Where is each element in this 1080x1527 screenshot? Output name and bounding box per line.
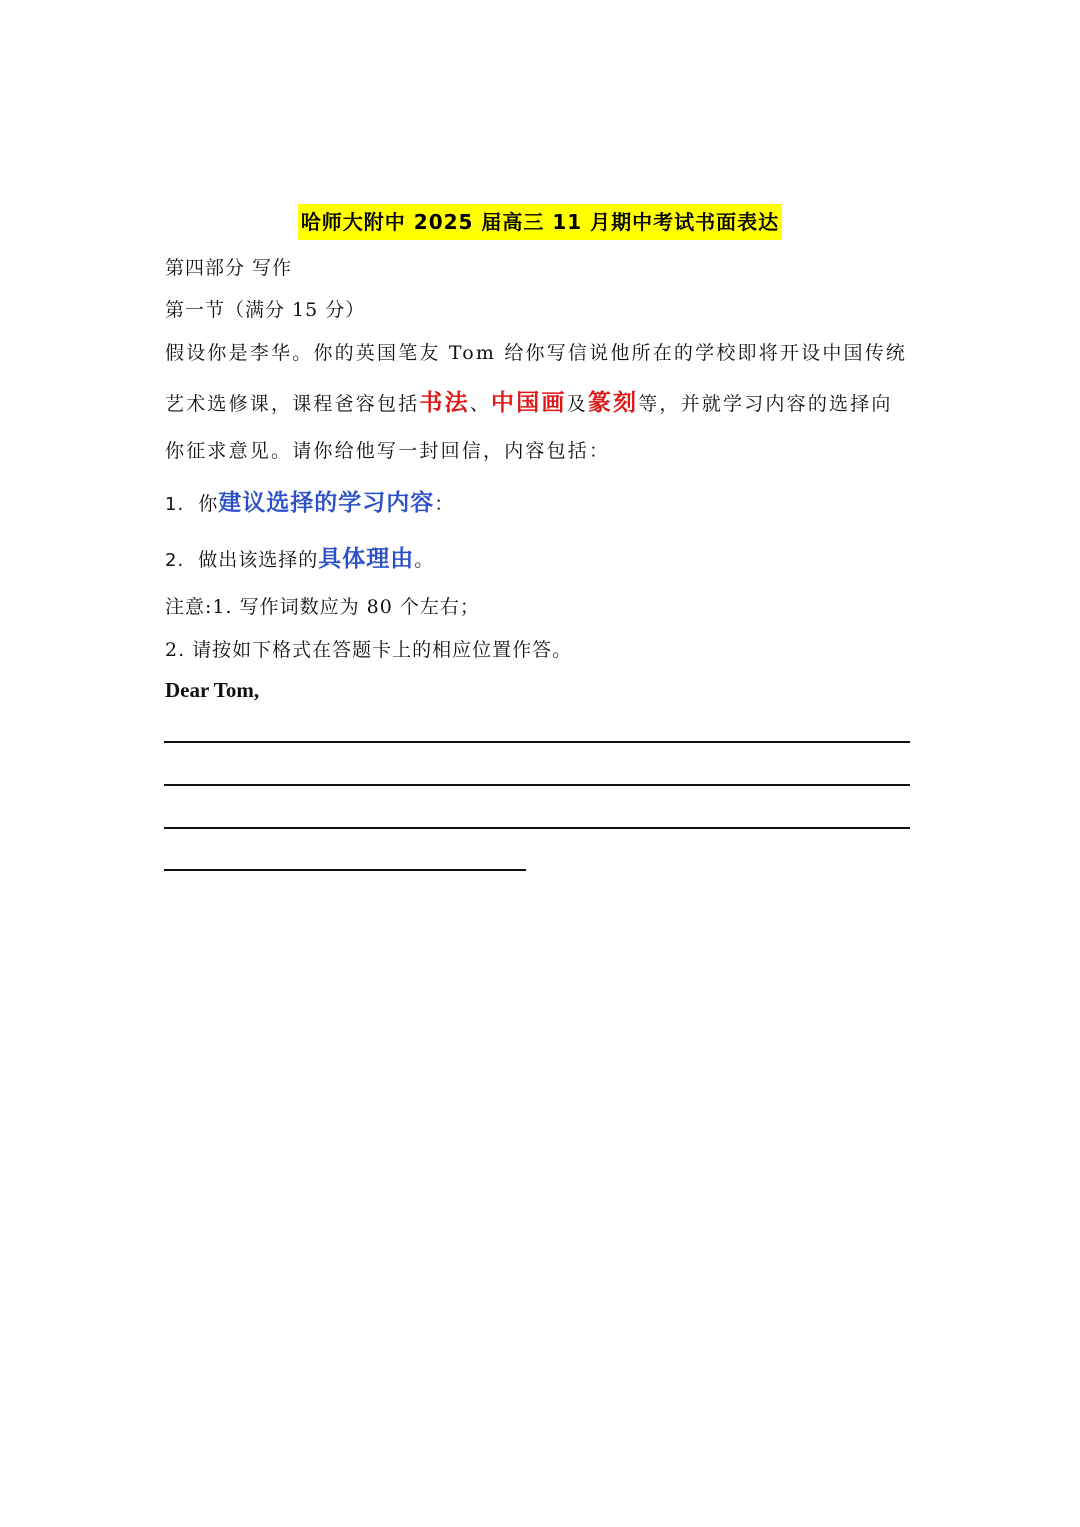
answer-line — [164, 869, 526, 871]
item-text: 你 — [198, 493, 219, 515]
prompt-line-2 — [165, 384, 893, 417]
note-line-2: 2. 请按如下格式在答题卡上的相应位置作答。 — [165, 639, 573, 661]
item-highlight: 建议选择的学习内容 — [218, 489, 435, 516]
prompt-text: 及 — [566, 393, 588, 415]
prompt-line-1: 假设你是李华。你的英国笔友 Tom 给你写信说他所在的学校即将开设中国传统 — [165, 342, 908, 364]
prompt-text: 艺术选修课，课程爸容包括 — [165, 393, 420, 415]
item-text: ： — [434, 493, 455, 515]
letter-salutation: Dear Tom, — [165, 678, 260, 702]
requirement-item — [165, 540, 434, 573]
answer-line — [164, 741, 910, 743]
section-heading: 第一节（满分 15 分） — [165, 299, 366, 321]
requirement-item — [165, 484, 454, 517]
item-number: 1. — [165, 494, 185, 515]
prompt-text: 、 — [469, 393, 492, 415]
title-row — [0, 204, 1080, 240]
keyword-calligraphy: 书法 — [419, 389, 470, 416]
part-heading: 第四部分 写作 — [165, 257, 293, 279]
item-highlight: 具体理由 — [318, 545, 415, 572]
item-text: 。 — [414, 549, 435, 571]
keyword-chinese-painting: 中国画 — [491, 389, 567, 416]
item-number: 2. — [165, 550, 185, 571]
answer-line — [164, 784, 910, 786]
answer-line — [164, 827, 910, 829]
prompt-line-3: 你征求意见。请你给他写一封回信，内容包括： — [165, 440, 611, 462]
prompt-text: 等，并就学习内容的选择向 — [638, 393, 893, 415]
item-text: 做出该选择的 — [198, 549, 319, 571]
note-line-1: 注意:1. 写作词数应为 80 个左右； — [165, 596, 480, 618]
page-title: 哈师大附中 2025 届高三 11 月期中考试书面表达 — [298, 204, 782, 240]
keyword-seal-carving: 篆刻 — [587, 389, 639, 416]
